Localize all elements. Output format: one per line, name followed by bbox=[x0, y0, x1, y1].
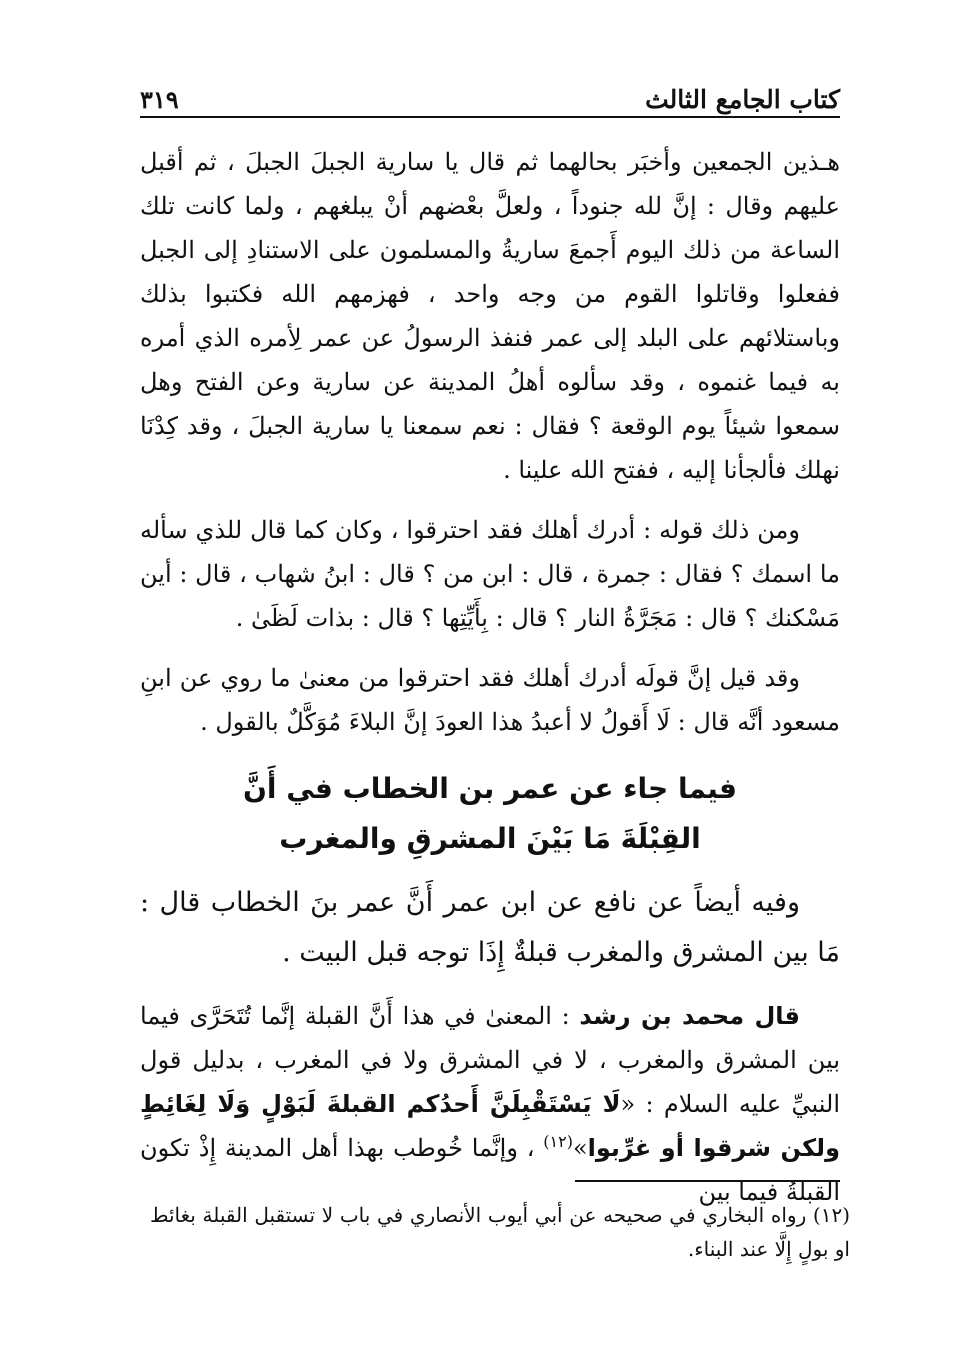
page-header bbox=[140, 78, 840, 118]
paragraph-ibn-masud: وقد قيل إنَّ قولَه أدرك أهلك فقد احترقوا من معنىٰ ما روي عن ابنِ مسعود أنَّه قال : لَا أَقولُ لا أعبدُ هذا العودَ إنَّ البلاءَ مُوَكَّلٌ بالقول . bbox=[140, 664, 840, 736]
footnote: (١٢) رواه البخاري في صحيحه عن أبي أيوب الأنصاري في باب لا تستقبل القبلة بغائط او بولٍ إِلَّا عند البناء. bbox=[150, 1203, 850, 1261]
footnote-reference: (١٢) bbox=[543, 1132, 573, 1151]
ibn-rushd-text-1: : المعنىٰ في هذا أَنَّ القبلة إنَّما تُتَحَرَّى فيما بين المشرق والمغرب ، لا في المشرق ولا في المغرب ، بدليل قول النبيِّ عليه السلام : « bbox=[140, 1002, 840, 1118]
hadith-quote: لَا يَسْتَقْبِلَنَّ أَحدُكم القبلةَ لَبَوْلٍ وَلَا لِغَائِطٍ ولكن شرقوا أو غرِّبوا bbox=[140, 1090, 840, 1162]
page-number: ٣١٩ bbox=[140, 85, 179, 114]
paragraph-nafi: وفيه أيضاً عن نافع عن ابن عمر أَنَّ عمر بنَ الخطاب قال : مَا بين المشرق والمغرب قبلةٌ إِذَا توجه قبل البيت . bbox=[140, 887, 840, 968]
section-heading-line-1: فيما جاء عن عمر بن الخطاب في أَنَّ bbox=[242, 772, 738, 805]
section-heading-line-2: القِبْلَةَ مَا بَيْنَ المشرقِ والمغرب bbox=[279, 822, 701, 855]
hadith-close: » bbox=[572, 1134, 588, 1162]
page-body bbox=[140, 140, 840, 1214]
footnote-divider bbox=[575, 1180, 840, 1182]
section-heading bbox=[140, 764, 840, 864]
ibn-rushd-lead: قال محمد بن رشد bbox=[579, 1002, 800, 1030]
ibn-rushd-text-2: ، وإنَّما خُوطب بهذا أهل المدينة إِذْ تكون القبلةُ فيما بين bbox=[140, 1134, 840, 1206]
paragraph-jamra: ومن ذلك قوله : أدرك أهلك فقد احترقوا ، وكان كما قال للذي سأله ما اسمك ؟ فقال : جمرة ، قال : ابن من ؟ قال : ابنُ شهاب ، قال : أين مَسْكنك ؟ قال : مَجَرَّةُ النار ؟ قال : بِأَيِّتِها ؟ قال : بذات لَظَىٰ . bbox=[140, 516, 840, 632]
paragraph-sariya: هـذين الجمعين وأخبَر بحالهما ثم قال يا سارية الجبلَ الجبلَ ، ثم أقبل عليهم وقال : إنَّ لله جنوداً ، ولعلَّ بعْضهم أنْ يبلغهم ، ولما كانت تلك الساعة من ذلك اليوم أَجمعَ ساريةُ والمسلمون على الاستنادِ إلى الجبل ففعلوا وقاتلوا القوم من وجه واحد ، فهزمهم الله فكتبوا بذلك وباستلائهم على البلد إلى عمر فنفذ الرسولُ عن عمر لِأمره الذي أمره به فيما غنموه ، وقد سألوه أهلُ المدينة عن سارية وعن الفتح وهل سمعوا شيئاً يوم الوقعة ؟ فقال : نعم سمعنا يا سارية الجبلَ ، وقد كِدْنَا نهلك فألجأنا إليه ، ففتح الله علينا . bbox=[140, 148, 840, 484]
running-title: كتاب الجامع الثالث bbox=[645, 85, 840, 114]
